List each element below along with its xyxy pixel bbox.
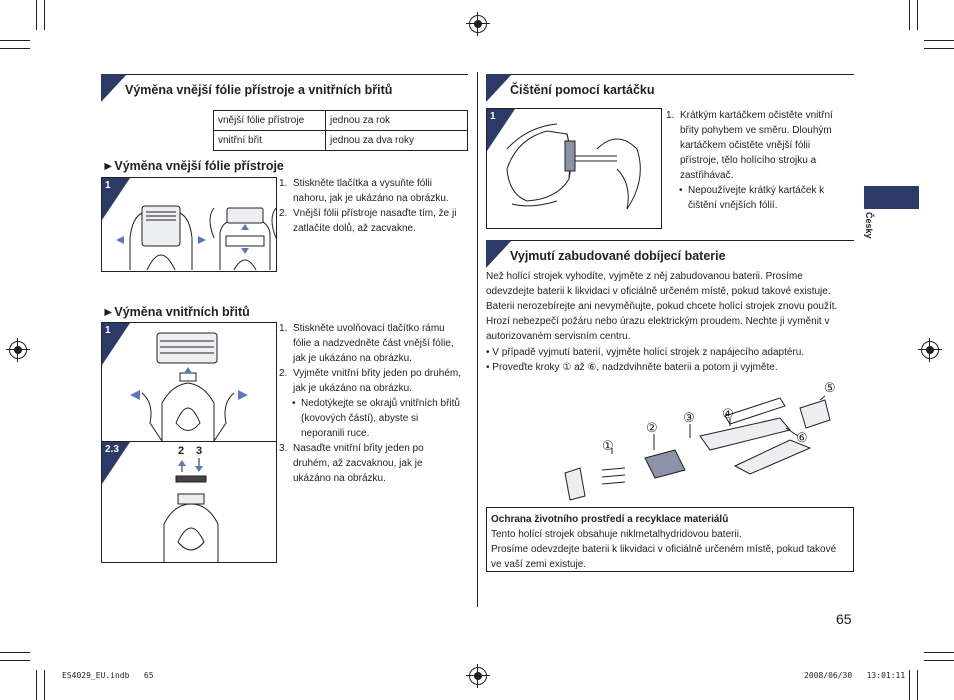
callout-2: ② xyxy=(646,420,658,435)
note-line-2: Prosíme odevzdejte baterii k likvidaci v oficiálně určeném místě, pokud takové ve vaší zemi existuje. xyxy=(491,544,837,570)
registration-mark-left xyxy=(9,341,27,359)
foil-removal-illustration xyxy=(102,178,276,271)
note-title: Ochrana životního prostředí a recyklace materiálů xyxy=(491,514,729,525)
footer-file: ES4029_EU.indb 65 xyxy=(62,671,154,680)
brush-cleaning-illustration xyxy=(487,109,661,228)
list-item: 2. Vnější fólii přístroje nasaďte tím, že ji zatlačíte dolů, až zacvakne. xyxy=(279,208,457,234)
figure-blades-step-1: 1 xyxy=(101,322,277,442)
brush-steps xyxy=(666,108,844,213)
figure-blades-step-2-3: 2.3 2 3 xyxy=(101,441,277,563)
figure-foil-step-1: 1 xyxy=(101,177,277,272)
list-item: 1. Stiskněte tlačítka a vysuňte fólii nahoru, jak je ukázáno na obrázku. xyxy=(279,178,449,204)
list-item: 1. Krátkým kartáčkem očistěte vnitřní břity pohybem ve směru. Dlouhým kartáčkem očistěte vnější fólii přístroje, tělo holícího strojku a zastřihávač. xyxy=(666,110,833,181)
callout-4: ④ xyxy=(722,406,734,421)
callout-6: ⑥ xyxy=(796,430,808,445)
inner-blade-removal-illustration xyxy=(102,442,276,562)
blade-frame-release-illustration xyxy=(102,323,276,441)
callout-5: ⑤ xyxy=(824,380,836,395)
table-row xyxy=(214,131,468,151)
list-item: • Nepoužívejte krátký kartáček k čištění vnějších fólií. xyxy=(679,185,825,211)
figure-brush-step-1: 1 xyxy=(486,108,662,229)
battery-intro: Než holící strojek vyhodíte, vyjměte z něj zabudovanou baterii. Prosíme odevzdejte baterii k likvidaci v oficiálně určeném místě, pokud takové existuje. Baterii nerozebírejte ani nevyměňujte, pokud chcete holící strojek znovu použít. Hrozí nebezpečí požáru nebo úrazu elektrickým proudem. Nechte ji vyměnit v autorizovaném servisním centru. xyxy=(486,271,838,342)
registration-mark-top xyxy=(469,15,487,33)
registration-mark-right xyxy=(921,341,939,359)
language-tab-label: Česky xyxy=(864,212,874,239)
callout-3: ③ xyxy=(683,410,695,425)
battery-bullet-2: • Proveďte kroky ① až ⑥, nadzdvihněte baterii a potom ji vyjměte. xyxy=(486,362,778,373)
foil-steps xyxy=(279,176,464,236)
subheading-foil: ►Výměna vnější fólie přístroje xyxy=(102,159,284,173)
page-number: 65 xyxy=(836,611,852,627)
triangle-bullet-icon: ► xyxy=(102,159,115,173)
section-heading-battery: Vyjmutí zabudované dobíjecí baterie xyxy=(486,240,854,268)
section-heading-replacement: Výměna vnější fólie přístroje a vnitřních břitů xyxy=(101,74,468,102)
triangle-bullet-icon: ► xyxy=(102,305,115,319)
table-row xyxy=(214,111,468,131)
environment-note xyxy=(486,507,854,572)
battery-bullet-1: • V případě vyjmutí baterií, vyjměte holící strojek z napájecího adaptéru. xyxy=(486,347,805,358)
list-item: 3. Nasaďte vnitřní břity jeden po druhém, až zacvaknou, jak je ukázáno na obrázku. xyxy=(279,443,424,484)
list-item: • Nedotýkejte se okrajů vnitřních břitů (kovových částí), abyste si neporanili ruce. xyxy=(292,398,460,439)
table-cell: jednou za dva roky xyxy=(326,131,468,151)
list-item: 1. Stiskněte uvolňovací tlačítko rámu fólie a nadzvedněte část vnější fólie, jak je ukázáno na obrázku. xyxy=(279,323,454,364)
table-cell: jednou za rok xyxy=(326,111,468,131)
replacement-interval-table xyxy=(213,110,468,151)
note-line-1: Tento holící strojek obsahuje niklmetalhydridovou baterii. xyxy=(491,529,742,540)
column-divider xyxy=(477,72,478,607)
registration-mark-bottom xyxy=(469,667,487,685)
section-heading-brush: Čištění pomocí kartáčku xyxy=(486,74,854,102)
list-item: 2. Vyjměte vnitřní břity jeden po druhém, jak je ukázáno na obrázku. xyxy=(279,368,462,394)
blade-steps xyxy=(279,321,463,486)
footer-timestamp: 2008/06/30 13:01:11 xyxy=(804,671,906,680)
subheading-blades: ►Výměna vnitřních břitů xyxy=(102,305,250,319)
table-cell: vnitřní břit xyxy=(214,131,326,151)
callout-1: ① xyxy=(602,438,614,453)
language-tab xyxy=(864,186,919,209)
table-cell: vnější fólie přístroje xyxy=(214,111,326,131)
